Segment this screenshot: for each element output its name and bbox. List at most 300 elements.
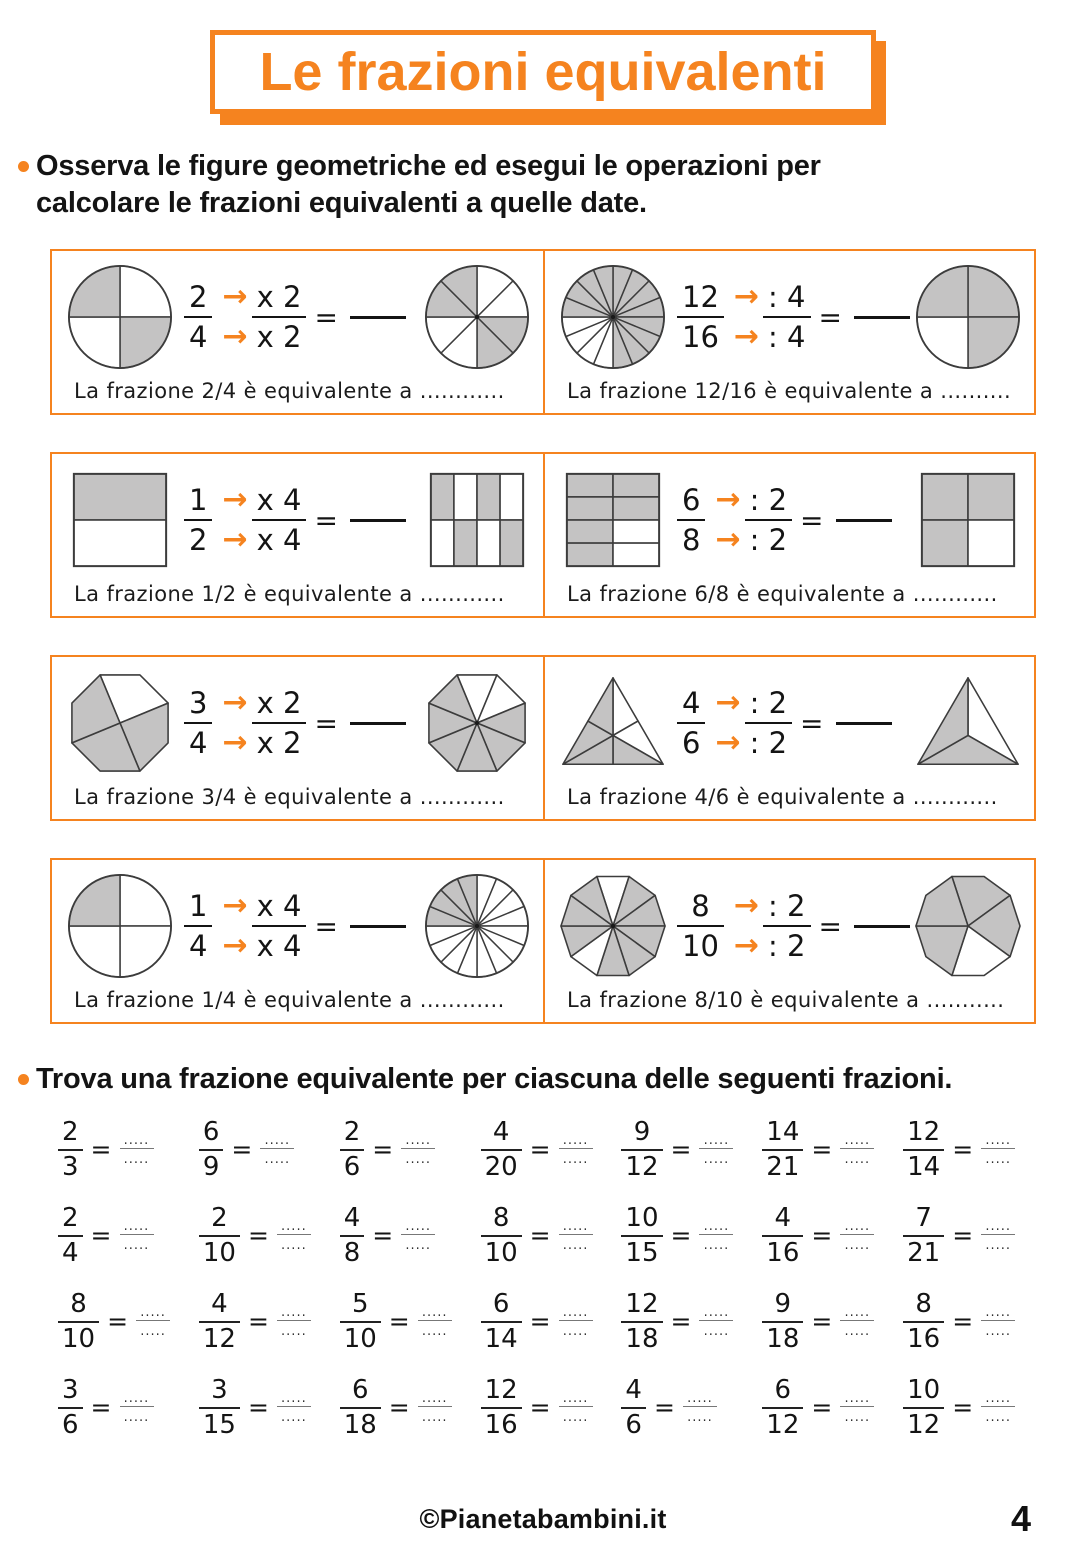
target-shape <box>914 872 1022 980</box>
given-fraction <box>184 281 212 353</box>
source-shape <box>559 466 667 574</box>
practice-fraction <box>199 1204 340 1268</box>
answer-fraction-blank[interactable] <box>981 1390 1015 1425</box>
fraction-numerator: 4 <box>211 1288 228 1319</box>
fraction-bar <box>340 1321 381 1323</box>
practice-fraction <box>199 1376 340 1440</box>
fraction-bar <box>199 1149 224 1151</box>
answer-fraction-bar <box>683 1406 717 1407</box>
exercise-box <box>50 655 1036 821</box>
answer-denominator-dots[interactable]: ..... <box>703 1323 730 1339</box>
practice-fraction <box>58 1376 199 1440</box>
answer-numerator-dots[interactable]: ..... <box>421 1304 448 1320</box>
answer-numerator-dots[interactable]: ..... <box>123 1218 150 1234</box>
answer-blank[interactable] <box>854 316 910 319</box>
fraction-numerator: 8 <box>70 1288 87 1319</box>
answer-denominator-dots[interactable]: ..... <box>703 1237 730 1253</box>
given-fraction-bar <box>677 519 705 521</box>
given-fraction <box>762 1204 803 1268</box>
answer-denominator-dots[interactable]: ..... <box>140 1323 166 1339</box>
practice-fraction <box>762 1290 903 1354</box>
fraction-denominator: 16 <box>484 1409 518 1440</box>
answer-denominator-dots[interactable]: ..... <box>123 1151 150 1167</box>
answer-fraction-blank[interactable] <box>559 1132 593 1167</box>
given-fraction-denominator: 4 <box>189 929 208 964</box>
exercise-row <box>559 669 1026 777</box>
practice-fraction <box>58 1290 199 1354</box>
exercise-caption: La frazione 1/2 è equivalente a ............ <box>74 582 505 607</box>
answer-numerator-dots[interactable]: ..... <box>562 1218 589 1234</box>
exercise-row <box>66 263 535 371</box>
answer-fraction-bar <box>840 1406 874 1407</box>
arrow-icon: → <box>222 685 248 721</box>
given-fraction-bar <box>677 316 724 318</box>
given-fraction <box>621 1204 662 1268</box>
fraction-bar <box>199 1235 240 1237</box>
exercise <box>543 251 1034 413</box>
answer-denominator-dots[interactable]: ..... <box>405 1151 432 1167</box>
equals-sign: = <box>107 1307 129 1337</box>
answer-fraction-blank[interactable] <box>277 1390 311 1425</box>
fraction-bar <box>621 1407 646 1409</box>
equals-sign: = <box>388 1393 410 1423</box>
operation-fraction-numerator: x 2 <box>256 686 302 721</box>
answer-fraction-bar <box>559 1234 593 1235</box>
target-shape <box>914 466 1022 574</box>
fraction-bar <box>481 1321 522 1323</box>
answer-numerator-dots[interactable]: ..... <box>985 1304 1012 1320</box>
fraction-numerator: 6 <box>351 1374 369 1405</box>
answer-numerator-dots[interactable]: ..... <box>703 1304 730 1320</box>
fraction-numerator: 2 <box>62 1202 79 1233</box>
answer-numerator-dots[interactable]: ..... <box>844 1304 871 1320</box>
equals-sign: = <box>90 1135 112 1165</box>
target-shape <box>423 263 531 371</box>
answer-denominator-dots[interactable]: ..... <box>844 1323 871 1339</box>
answer-fraction-blank[interactable] <box>981 1218 1015 1253</box>
given-fraction-denominator: 10 <box>682 929 719 964</box>
answer-denominator-dots[interactable]: ..... <box>123 1409 150 1425</box>
operation-fraction <box>745 687 792 759</box>
answer-denominator-dots[interactable]: ..... <box>985 1323 1012 1339</box>
answer-fraction-blank[interactable] <box>840 1390 874 1425</box>
equals-sign: = <box>811 1393 833 1423</box>
fraction-numerator: 12 <box>907 1116 941 1147</box>
fraction-bar <box>58 1321 99 1323</box>
answer-fraction-bar <box>559 1406 593 1407</box>
equals-sign: = <box>529 1221 551 1251</box>
answer-denominator-dots[interactable]: ..... <box>264 1151 291 1167</box>
answer-fraction-blank[interactable] <box>840 1132 874 1167</box>
answer-fraction-blank[interactable] <box>120 1390 154 1425</box>
answer-blank[interactable] <box>350 316 406 319</box>
answer-numerator-dots[interactable]: ..... <box>264 1132 291 1148</box>
practice-fraction <box>58 1118 199 1182</box>
practice-fraction <box>621 1204 762 1268</box>
operation-fraction <box>252 687 307 759</box>
operation-fraction <box>763 281 810 353</box>
arrow-icon: → <box>715 522 741 558</box>
answer-fraction-blank[interactable] <box>401 1218 435 1253</box>
answer-fraction-blank[interactable] <box>401 1132 435 1167</box>
equals-sign: = <box>670 1135 692 1165</box>
answer-numerator-dots[interactable]: ..... <box>123 1390 150 1406</box>
copyright-text: ©Pianetabambini.it <box>419 1504 667 1534</box>
answer-fraction-blank[interactable] <box>699 1304 733 1339</box>
exercise-caption: La frazione 4/6 è equivalente a ............ <box>567 785 998 810</box>
exercise-box <box>50 858 1036 1024</box>
answer-denominator-dots[interactable]: ..... <box>844 1151 871 1167</box>
arrow-icon: → <box>733 928 760 964</box>
given-fraction <box>184 890 212 962</box>
source-shape <box>559 872 667 980</box>
given-fraction <box>58 1290 99 1354</box>
answer-denominator-dots[interactable]: ..... <box>281 1323 307 1339</box>
fraction-denominator: 6 <box>343 1151 361 1182</box>
answer-fraction-bar <box>120 1148 154 1149</box>
arrow-icon: → <box>715 482 741 518</box>
fraction-bar <box>199 1321 240 1323</box>
answer-denominator-dots[interactable]: ..... <box>405 1237 432 1253</box>
exercise <box>52 860 543 1022</box>
operation-fraction-numerator: : 2 <box>749 686 788 721</box>
fraction-numerator: 4 <box>343 1202 361 1233</box>
answer-blank[interactable] <box>350 925 406 928</box>
operation-fraction-numerator: x 2 <box>256 280 302 315</box>
answer-denominator-dots[interactable]: ..... <box>281 1409 307 1425</box>
answer-numerator-dots[interactable]: ..... <box>844 1218 871 1234</box>
answer-denominator-dots[interactable]: ..... <box>844 1237 871 1253</box>
answer-numerator-dots[interactable]: ..... <box>421 1390 448 1406</box>
page-title: Le frazioni equivalenti <box>259 42 827 102</box>
exercise <box>543 860 1034 1022</box>
fraction-denominator: 18 <box>766 1323 800 1354</box>
answer-denominator-dots[interactable]: ..... <box>562 1409 589 1425</box>
given-fraction-denominator: 2 <box>189 523 208 558</box>
practice-fraction <box>903 1290 1044 1354</box>
exercise-caption: La frazione 1/4 è equivalente a ............ <box>74 988 505 1013</box>
practice-grid <box>58 1118 1044 1440</box>
given-fraction <box>199 1376 240 1440</box>
answer-blank[interactable] <box>350 519 406 522</box>
answer-denominator-dots[interactable]: ..... <box>985 1151 1012 1167</box>
fraction-denominator: 18 <box>343 1409 377 1440</box>
answer-fraction-blank[interactable] <box>277 1304 311 1339</box>
exercise <box>543 657 1034 819</box>
fraction-bar <box>58 1407 83 1409</box>
answer-fraction-bar <box>559 1148 593 1149</box>
fraction-denominator: 21 <box>766 1151 800 1182</box>
given-fraction <box>58 1376 83 1440</box>
equals-sign: = <box>818 300 842 334</box>
answer-fraction-blank[interactable] <box>981 1304 1015 1339</box>
arrow-icons <box>715 484 740 556</box>
given-fraction-denominator: 6 <box>682 726 701 761</box>
practice-fraction <box>481 1204 622 1268</box>
fraction-bar <box>621 1235 662 1237</box>
answer-fraction-blank[interactable] <box>559 1304 593 1339</box>
answer-denominator-dots[interactable]: ..... <box>281 1237 307 1253</box>
answer-numerator-dots[interactable]: ..... <box>985 1390 1012 1406</box>
practice-fraction <box>340 1118 481 1182</box>
answer-fraction-bar <box>699 1148 733 1149</box>
given-fraction <box>199 1290 240 1354</box>
fraction-bar <box>340 1235 365 1237</box>
answer-fraction-blank[interactable] <box>260 1132 294 1167</box>
fraction-numerator: 12 <box>625 1288 659 1319</box>
source-shape <box>66 872 174 980</box>
given-fraction <box>762 1290 803 1354</box>
answer-numerator-dots[interactable]: ..... <box>281 1218 307 1234</box>
given-fraction <box>677 890 724 962</box>
answer-numerator-dots[interactable]: ..... <box>985 1218 1012 1234</box>
answer-fraction-bar <box>260 1148 294 1149</box>
given-fraction-denominator: 4 <box>189 726 208 761</box>
fraction-numerator: 7 <box>915 1202 932 1233</box>
fraction-denominator: 10 <box>202 1237 236 1268</box>
exercise-row <box>559 872 1026 980</box>
answer-blank[interactable] <box>854 925 910 928</box>
exercise-boxes <box>50 249 1036 1024</box>
answer-fraction-bar <box>840 1148 874 1149</box>
given-fraction-numerator: 12 <box>682 280 719 315</box>
given-fraction <box>481 1290 522 1354</box>
answer-denominator-dots[interactable]: ..... <box>421 1323 448 1339</box>
answer-numerator-dots[interactable]: ..... <box>562 1390 589 1406</box>
operation-fraction-denominator: x 2 <box>256 320 302 355</box>
operation-fraction-denominator: x 4 <box>256 523 302 558</box>
given-fraction <box>340 1204 365 1268</box>
exercise-box <box>50 249 1036 415</box>
equals-sign: = <box>90 1393 112 1423</box>
given-fraction <box>481 1118 522 1182</box>
answer-fraction-blank[interactable] <box>840 1304 874 1339</box>
exercise-row <box>559 263 1026 371</box>
fraction-numerator: 2 <box>343 1116 361 1147</box>
answer-fraction-blank[interactable] <box>418 1304 452 1339</box>
equals-sign: = <box>800 503 824 537</box>
answer-fraction-bar <box>418 1406 452 1407</box>
fraction-denominator: 12 <box>202 1323 236 1354</box>
equals-sign: = <box>670 1307 692 1337</box>
exercise-caption: La frazione 12/16 è equivalente a .......... <box>567 379 1012 404</box>
equals-group <box>819 910 910 943</box>
worksheet-page <box>0 30 1086 1566</box>
target-shape <box>423 669 531 777</box>
fraction-denominator: 16 <box>907 1323 941 1354</box>
answer-fraction-bar <box>699 1320 733 1321</box>
arrow-icon: → <box>715 725 741 761</box>
answer-denominator-dots[interactable]: ..... <box>123 1237 150 1253</box>
practice-fraction <box>340 1204 481 1268</box>
answer-fraction-blank[interactable] <box>277 1218 311 1253</box>
operation-fraction-bar <box>252 316 307 318</box>
answer-denominator-dots[interactable]: ..... <box>985 1409 1012 1425</box>
instruction-1-text: Osserva le figure geometriche ed esegui le operazioni per calcolare le frazioni equivalenti a quelle date. <box>36 150 821 219</box>
fraction-denominator: 21 <box>907 1237 941 1268</box>
operation-fraction-denominator: : 2 <box>749 523 788 558</box>
fraction-denominator: 10 <box>62 1323 96 1354</box>
fraction-denominator: 15 <box>625 1237 659 1268</box>
answer-numerator-dots[interactable]: ..... <box>687 1390 713 1406</box>
answer-numerator-dots[interactable]: ..... <box>140 1304 166 1320</box>
equals-sign: = <box>372 1221 394 1251</box>
operation-fraction-denominator: : 4 <box>768 320 806 355</box>
answer-numerator-dots[interactable]: ..... <box>405 1218 432 1234</box>
answer-fraction-blank[interactable] <box>559 1218 593 1253</box>
target-shape <box>914 263 1022 371</box>
fraction-denominator: 14 <box>907 1151 941 1182</box>
equals-sign: = <box>314 706 338 740</box>
fraction-denominator: 12 <box>766 1409 800 1440</box>
given-fraction-numerator: 2 <box>189 280 208 315</box>
practice-fraction <box>903 1204 1044 1268</box>
fraction-numerator: 6 <box>492 1288 510 1319</box>
exercise <box>52 251 543 413</box>
arrow-icons <box>715 687 740 759</box>
fraction-numerator: 9 <box>774 1288 792 1319</box>
arrow-icons <box>222 484 247 556</box>
given-fraction <box>677 687 705 759</box>
answer-numerator-dots[interactable]: ..... <box>405 1132 432 1148</box>
fraction-numerator: 2 <box>211 1202 228 1233</box>
answer-blank[interactable] <box>836 519 892 522</box>
equals-sign: = <box>952 1221 974 1251</box>
answer-denominator-dots[interactable]: ..... <box>421 1409 448 1425</box>
answer-fraction-blank[interactable] <box>418 1390 452 1425</box>
fraction-denominator: 10 <box>343 1323 377 1354</box>
arrow-icons <box>222 890 247 962</box>
practice-fraction <box>58 1204 199 1268</box>
equals-sign: = <box>818 909 842 943</box>
operation-fraction <box>252 281 307 353</box>
answer-blank[interactable] <box>350 722 406 725</box>
fraction-numerator: 4 <box>774 1202 792 1233</box>
fraction-denominator: 4 <box>62 1237 79 1268</box>
answer-fraction-blank[interactable] <box>981 1132 1015 1167</box>
fraction-numerator: 10 <box>625 1202 659 1233</box>
exercise-row <box>66 669 535 777</box>
equals-sign: = <box>314 909 338 943</box>
fraction-bar <box>340 1149 365 1151</box>
answer-fraction-bar <box>136 1320 170 1321</box>
answer-numerator-dots[interactable]: ..... <box>123 1132 150 1148</box>
equals-sign: = <box>653 1393 675 1423</box>
practice-fraction <box>199 1118 340 1182</box>
answer-fraction-blank[interactable] <box>120 1132 154 1167</box>
equals-sign: = <box>247 1393 269 1423</box>
fraction-bar <box>340 1407 381 1409</box>
practice-fraction <box>481 1290 622 1354</box>
answer-fraction-blank[interactable] <box>699 1218 733 1253</box>
operation-fraction-numerator: : 4 <box>768 280 806 315</box>
source-shape <box>66 466 174 574</box>
operation-fraction-bar <box>745 722 792 724</box>
given-fraction-numerator: 8 <box>691 889 710 924</box>
operation-fraction-bar <box>763 316 810 318</box>
instruction-2-text: Trova una frazione equivalente per ciascuna delle seguenti frazioni. <box>36 1063 953 1096</box>
answer-denominator-dots[interactable]: ..... <box>562 1237 589 1253</box>
answer-fraction-bar <box>277 1234 311 1235</box>
fraction-bar <box>481 1407 522 1409</box>
source-shape <box>66 263 174 371</box>
given-fraction <box>677 281 724 353</box>
equals-sign: = <box>529 1135 551 1165</box>
answer-numerator-dots[interactable]: ..... <box>703 1218 730 1234</box>
fraction-denominator: 8 <box>343 1237 361 1268</box>
answer-numerator-dots[interactable]: ..... <box>844 1132 871 1148</box>
answer-denominator-dots[interactable]: ..... <box>562 1151 589 1167</box>
operation-fraction <box>252 484 307 556</box>
answer-numerator-dots[interactable]: ..... <box>281 1304 307 1320</box>
answer-fraction-bar <box>401 1234 435 1235</box>
fraction-numerator: 2 <box>62 1116 79 1147</box>
source-shape <box>559 263 667 371</box>
given-fraction <box>481 1204 522 1268</box>
answer-numerator-dots[interactable]: ..... <box>562 1132 589 1148</box>
equals-sign: = <box>529 1307 551 1337</box>
answer-fraction-bar <box>277 1406 311 1407</box>
answer-fraction-bar <box>840 1234 874 1235</box>
answer-numerator-dots[interactable]: ..... <box>703 1132 730 1148</box>
answer-numerator-dots[interactable]: ..... <box>281 1390 307 1406</box>
answer-fraction-blank[interactable] <box>699 1132 733 1167</box>
practice-fraction <box>621 1118 762 1182</box>
arrow-icon: → <box>222 522 248 558</box>
arrow-icon: → <box>222 725 248 761</box>
fraction-bar <box>903 1149 944 1151</box>
practice-fraction <box>762 1204 903 1268</box>
answer-numerator-dots[interactable]: ..... <box>844 1390 871 1406</box>
operation-fraction-bar <box>763 925 810 927</box>
instruction-1 <box>18 148 1066 221</box>
answer-numerator-dots[interactable]: ..... <box>562 1304 589 1320</box>
fraction-bar <box>481 1149 522 1151</box>
answer-fraction-blank[interactable] <box>683 1390 717 1425</box>
equals-group <box>819 301 910 334</box>
exercise-caption: La frazione 6/8 è equivalente a ............ <box>567 582 998 607</box>
fraction-numerator: 6 <box>202 1116 220 1147</box>
answer-fraction-blank[interactable] <box>840 1218 874 1253</box>
operation-fraction <box>252 890 307 962</box>
answer-denominator-dots[interactable]: ..... <box>844 1409 871 1425</box>
answer-fraction-blank[interactable] <box>559 1390 593 1425</box>
exercise <box>52 454 543 616</box>
fraction-denominator: 10 <box>484 1237 518 1268</box>
answer-denominator-dots[interactable]: ..... <box>562 1323 589 1339</box>
answer-fraction-blank[interactable] <box>136 1304 170 1339</box>
answer-denominator-dots[interactable]: ..... <box>703 1151 730 1167</box>
page-number: 4 <box>1010 1498 1031 1539</box>
answer-numerator-dots[interactable]: ..... <box>985 1132 1012 1148</box>
exercise-caption: La frazione 2/4 è equivalente a ............ <box>74 379 505 404</box>
target-shape <box>423 872 531 980</box>
arrow-icon: → <box>222 319 248 355</box>
arrow-icon: → <box>715 685 741 721</box>
answer-fraction-bar <box>981 1148 1015 1149</box>
given-fraction-bar <box>677 722 705 724</box>
answer-blank[interactable] <box>836 722 892 725</box>
practice-fraction <box>762 1376 903 1440</box>
arrow-icon: → <box>733 279 760 315</box>
answer-denominator-dots[interactable]: ..... <box>687 1409 713 1425</box>
given-fraction-numerator: 6 <box>682 483 701 518</box>
answer-fraction-blank[interactable] <box>120 1218 154 1253</box>
fraction-numerator: 9 <box>633 1116 651 1147</box>
equals-sign: = <box>529 1393 551 1423</box>
given-fraction <box>762 1376 803 1440</box>
answer-denominator-dots[interactable]: ..... <box>985 1237 1012 1253</box>
